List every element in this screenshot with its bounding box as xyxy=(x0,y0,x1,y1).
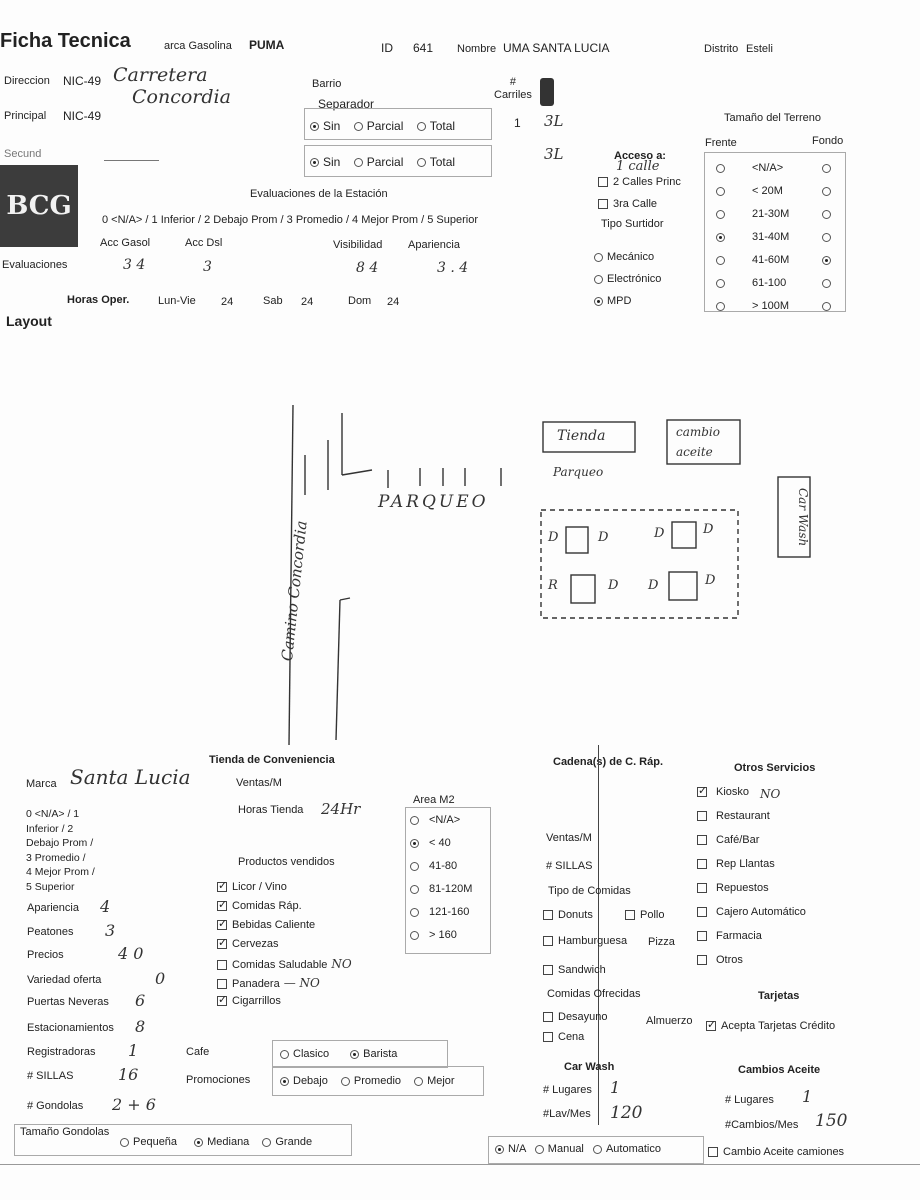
checkbox-icon xyxy=(697,811,707,821)
radio-icon xyxy=(280,1050,289,1059)
ofrecida-desayuno[interactable]: Desayuno xyxy=(543,1011,608,1023)
sab-value: 24 xyxy=(301,296,314,308)
checkbox-icon xyxy=(697,859,707,869)
otros-item[interactable] xyxy=(697,810,770,822)
checkbox-icon xyxy=(625,910,635,920)
separador-1-total-option[interactable]: Total xyxy=(417,119,455,133)
scale-line: 3 Promedio / xyxy=(26,851,86,864)
otros-title: Otros Servicios xyxy=(734,762,816,774)
radio-icon xyxy=(495,1145,504,1154)
pump-label: D xyxy=(608,578,619,593)
terreno-option-label: > 100M xyxy=(752,300,789,312)
cambio-camiones-checkbox[interactable]: Cambio Aceite camiones xyxy=(708,1146,844,1158)
checkbox-icon xyxy=(708,1147,718,1157)
cafe-barista-option[interactable]: Barista xyxy=(350,1048,397,1060)
producto-label: Licor / Vino xyxy=(232,881,287,893)
pump-label: D xyxy=(598,530,609,545)
producto-label: Cigarrillos xyxy=(232,995,281,1007)
visibilidad-hw: 8 4 xyxy=(356,260,379,276)
carwash-type-options xyxy=(495,1143,661,1155)
principal-label: Principal xyxy=(4,110,47,122)
cadenas-title: Cadena(s) de C. Ráp. xyxy=(553,756,664,768)
rating-hw-value: 4 xyxy=(100,897,111,916)
terreno-option-label: < 20M xyxy=(752,185,783,197)
pump-label: R xyxy=(548,578,558,593)
distrito-value: Esteli xyxy=(746,43,773,55)
rating-label: Precios xyxy=(27,949,64,961)
carwash-na-option[interactable]: N/A xyxy=(495,1143,526,1155)
apariencia-label: Apariencia xyxy=(408,239,460,251)
surtidor-electronico-option[interactable]: Electrónico xyxy=(594,273,661,285)
otros-label: Café/Bar xyxy=(716,834,760,846)
checkbox-icon xyxy=(217,979,227,989)
tienda-ventas-label: Ventas/M xyxy=(236,777,282,789)
carriles-value: 1 xyxy=(514,116,521,130)
checkbox-icon xyxy=(706,1021,716,1031)
gondola-pequena-option[interactable]: Pequeña xyxy=(120,1136,177,1148)
ofrecidas-label: Comidas Ofrecidas xyxy=(547,988,641,1000)
acceso-3ra-calle[interactable]: 3ra Calle xyxy=(598,198,657,210)
promo-promedio-option[interactable]: Promedio xyxy=(341,1075,401,1087)
otros-label: Kiosko xyxy=(716,786,750,798)
horas-oper-label: Horas Oper. xyxy=(67,294,130,306)
separador-1-parcial-option[interactable]: Parcial xyxy=(354,119,404,133)
horas-tienda-label: Horas Tienda xyxy=(238,804,304,816)
otros-item[interactable] xyxy=(697,858,775,870)
producto-label: Comidas Saludable xyxy=(232,959,328,971)
checkbox-icon xyxy=(217,920,227,930)
carwash-lugares-hw: 1 xyxy=(610,1078,621,1097)
carriles-label: # Carriles xyxy=(494,76,532,101)
apariencia-hw: 3 . 4 xyxy=(437,260,469,276)
terreno-option-label: 21-30M xyxy=(752,208,790,220)
rating-label: Puertas Neveras xyxy=(27,996,109,1008)
acc-dsl-label: Acc Dsl xyxy=(185,237,223,249)
barrio-label: Barrio xyxy=(312,78,342,90)
rating-hw-value: 0 xyxy=(155,969,166,988)
otros-item[interactable] xyxy=(697,954,743,966)
bcg-logo: BCG xyxy=(0,165,78,247)
carwash-manual-option[interactable]: Manual xyxy=(535,1143,584,1155)
tienda-marca-label: Marca xyxy=(26,778,57,790)
cambios-lugares-hw: 1 xyxy=(802,1087,813,1106)
producto-hw: NO xyxy=(331,957,352,971)
carwash-title: Car Wash xyxy=(564,1061,615,1073)
area-option-label: 121-160 xyxy=(429,906,470,918)
acceso-label: Acceso a: xyxy=(614,150,666,162)
area-option-label: 41-80 xyxy=(429,860,458,872)
separador-1-sin-option[interactable]: Sin xyxy=(310,119,340,133)
radio-icon xyxy=(593,1145,602,1154)
cadenas-sillas-label: # SILLAS xyxy=(546,860,593,872)
marca-value: PUMA xyxy=(249,38,285,52)
road-name: Camino Concordia xyxy=(278,519,311,662)
radio-icon xyxy=(414,1077,423,1086)
evaluaciones-scale: 0 <N/A> / 1 Inferior / 2 Debajo Prom / 3 Promedio / 4 Mejor Prom / 5 Superior xyxy=(102,214,478,226)
checkbox-icon xyxy=(697,787,707,797)
rating-hw-value: 4 0 xyxy=(118,944,144,963)
tipo-pollo[interactable]: Pollo xyxy=(625,909,664,921)
promociones-options xyxy=(280,1075,455,1087)
pump-box xyxy=(566,527,588,553)
otros-label: Farmacia xyxy=(716,930,762,942)
surtidor-mpd-option[interactable]: MPD xyxy=(594,295,631,307)
carriles-handwritten-2: 3L xyxy=(544,145,564,163)
producto-label: Panadera xyxy=(232,978,280,990)
direccion-handwritten-2: Concordia xyxy=(132,86,231,108)
cambios-mes-hw: 150 xyxy=(815,1111,848,1131)
checkbox-icon xyxy=(697,931,707,941)
productos-title: Productos vendidos xyxy=(238,856,335,868)
producto-item[interactable] xyxy=(217,995,281,1007)
tipo-donuts[interactable]: Donuts xyxy=(543,909,593,921)
checkbox-icon xyxy=(697,883,707,893)
otros-label: Restaurant xyxy=(716,810,770,822)
tipo-hamburguesa[interactable]: Hamburguesa xyxy=(543,935,627,947)
scale-line: Inferior / 2 xyxy=(26,822,74,835)
rating-hw-value: 6 xyxy=(135,991,146,1010)
parqueo-sketch-label: PARQUEO xyxy=(378,492,489,512)
ofrecida-almuerzo[interactable]: Almuerzo xyxy=(646,1015,693,1027)
producto-label: Cervezas xyxy=(232,938,279,950)
otros-item[interactable] xyxy=(697,882,769,894)
otros-label: Rep Llantas xyxy=(716,858,775,870)
checkbox-icon xyxy=(543,936,553,946)
cadenas-ventas-label: Ventas/M xyxy=(546,832,592,844)
distrito-label: Distrito xyxy=(704,43,739,55)
gondolas-size-options xyxy=(120,1136,312,1148)
secund-label: Secund xyxy=(4,148,42,160)
scale-line: 5 Superior xyxy=(26,880,75,893)
radio-icon xyxy=(410,931,419,940)
evaluaciones-title: Evaluaciones de la Estación xyxy=(250,188,388,200)
scale-line: 4 Mejor Prom / xyxy=(26,866,95,878)
rating-hw-value: 16 xyxy=(118,1065,139,1084)
area-option-label: 81-120M xyxy=(429,883,473,895)
area-option[interactable] xyxy=(410,837,451,849)
parqueo-small-sketch-label: Parqueo xyxy=(553,465,604,479)
visibilidad-label: Visibilidad xyxy=(333,239,383,251)
checkbox-icon xyxy=(697,835,707,845)
separador-label: Separador xyxy=(318,97,375,111)
checkbox-icon xyxy=(697,907,707,917)
gondolas-size-label: Tamaño Gondolas xyxy=(20,1126,110,1138)
pump-label: D xyxy=(548,530,559,545)
rating-label: Apariencia xyxy=(27,902,79,914)
checkbox-icon xyxy=(543,1012,553,1022)
page-title: Ficha Tecnica xyxy=(0,30,131,52)
lunvie-value: 24 xyxy=(221,296,234,308)
terreno-title: Tamaño del Terreno xyxy=(724,112,822,124)
radio-icon xyxy=(350,1050,359,1059)
gondola-mediana-option[interactable]: Mediana xyxy=(194,1136,249,1148)
checkbox-icon xyxy=(217,882,227,892)
checkbox-icon xyxy=(217,939,227,949)
separador-2-total-option[interactable]: Total xyxy=(417,155,455,169)
id-value: 641 xyxy=(413,41,434,55)
producto-label: Comidas Ráp. xyxy=(232,900,302,912)
tienda-marca-hw: Santa Lucia xyxy=(70,765,191,789)
radio-icon xyxy=(194,1138,203,1147)
rating-hw-value: 3 xyxy=(105,921,116,940)
otros-item[interactable] xyxy=(697,930,762,942)
pump-box xyxy=(669,572,697,600)
carwash-sketch-label: Car Wash xyxy=(796,488,810,547)
terreno-option-label: 31-40M xyxy=(752,231,790,243)
tarjetas-title: Tarjetas xyxy=(758,990,800,1002)
tipo-comidas-label: Tipo de Comidas xyxy=(548,885,631,897)
checkbox-icon xyxy=(697,955,707,965)
producto-hw: — NO xyxy=(283,976,320,990)
separador-2-parcial-option[interactable]: Parcial xyxy=(354,155,404,169)
marca-label: arca Gasolina xyxy=(164,40,232,52)
rating-hw-value: 2 + 6 xyxy=(112,1095,156,1114)
rating-label: Peatones xyxy=(27,926,74,938)
promo-debajo-option[interactable]: Debajo xyxy=(280,1075,328,1087)
area-option[interactable] xyxy=(410,860,457,872)
producto-item[interactable] xyxy=(217,881,287,893)
tienda-title: Tienda de Conveniencia xyxy=(209,754,335,766)
kiosko-hw: NO xyxy=(760,787,781,801)
area-option-label: > 160 xyxy=(429,929,457,941)
terreno-option-label: 41-60M xyxy=(752,254,790,266)
checkbox-icon xyxy=(543,1032,553,1042)
cafe-options xyxy=(280,1048,397,1060)
otros-label: Cajero Automático xyxy=(716,906,806,918)
pump-label: D xyxy=(648,578,659,593)
cafe-label: Cafe xyxy=(186,1046,210,1058)
checkbox-icon xyxy=(217,960,227,970)
rating-label: Variedad oferta xyxy=(27,974,102,986)
area-option-label: <N/A> xyxy=(429,814,461,826)
gondola-grande-option[interactable]: Grande xyxy=(262,1136,312,1148)
dom-label: Dom xyxy=(348,295,372,307)
otros-label: Repuestos xyxy=(716,882,769,894)
producto-item[interactable] xyxy=(217,957,352,971)
separador-2-sin-option[interactable]: Sin xyxy=(310,155,340,169)
cambios-mes-label: #Cambios/Mes xyxy=(725,1119,799,1131)
parking-ticks xyxy=(388,468,501,488)
terreno-option-label: <N/A> xyxy=(752,162,784,174)
pump-box xyxy=(672,522,696,548)
acc-gasol-hw: 3 4 xyxy=(123,257,146,273)
acc-dsl-hw: 3 xyxy=(203,259,212,275)
tarjetas-checkbox[interactable]: ✓Acepta Tarjetas Crédito xyxy=(706,1020,835,1032)
tipo-surtidor-label: Tipo Surtidor xyxy=(601,218,664,230)
checkbox-icon xyxy=(543,965,553,975)
layout-label: Layout xyxy=(6,313,52,329)
otros-label: Otros xyxy=(716,954,743,966)
producto-item[interactable] xyxy=(217,976,320,990)
bottom-rule xyxy=(0,1164,920,1165)
checkbox-icon xyxy=(543,910,553,920)
lunvie-label: Lun-Vie xyxy=(158,295,196,307)
acc-gasol-label: Acc Gasol xyxy=(100,237,151,249)
id-label: ID xyxy=(381,41,393,55)
checkbox-icon xyxy=(217,901,227,911)
direccion-code: NIC-49 xyxy=(63,74,102,88)
radio-icon xyxy=(341,1077,350,1086)
evaluaciones-row-label: Evaluaciones xyxy=(2,259,68,271)
area-option[interactable] xyxy=(410,883,472,895)
radio-icon xyxy=(410,862,419,871)
carriles-handwritten-1: 3L xyxy=(544,112,564,130)
principal-code: NIC-49 xyxy=(63,109,102,123)
nombre-value: UMA SANTA LUCIA xyxy=(503,41,610,55)
rating-hw-value: 8 xyxy=(135,1017,146,1036)
promo-mejor-option[interactable]: Mejor xyxy=(414,1075,455,1087)
tienda-sketch-label: Tienda xyxy=(557,428,606,444)
producto-item[interactable] xyxy=(217,938,278,950)
area-title: Area M2 xyxy=(413,794,455,806)
pump-label: D xyxy=(705,573,716,588)
producto-label: Bebidas Caliente xyxy=(232,919,316,931)
radio-icon xyxy=(262,1138,271,1147)
checkbox-icon xyxy=(217,996,227,1006)
area-option[interactable] xyxy=(410,814,460,826)
promociones-label: Promociones xyxy=(186,1074,251,1086)
rating-label: # Gondolas xyxy=(27,1100,84,1112)
tipo-pizza[interactable]: Pizza xyxy=(648,936,675,948)
cafe-clasico-option[interactable]: Clasico xyxy=(280,1048,329,1060)
carwash-lavmes-hw: 120 xyxy=(610,1103,643,1123)
acceso-handwritten: 1 calle xyxy=(616,159,660,174)
radio-icon xyxy=(410,839,419,848)
scale-line: Debajo Prom / xyxy=(26,837,94,849)
fondo-label: Fondo xyxy=(812,135,844,147)
radio-icon xyxy=(535,1145,544,1154)
cambio-sketch-label: cambio aceite xyxy=(676,425,720,459)
radio-icon xyxy=(410,908,419,917)
area-option[interactable] xyxy=(410,906,469,918)
radio-icon xyxy=(280,1077,289,1086)
area-option-label: < 40 xyxy=(429,837,451,849)
terreno-option-label: 61-100 xyxy=(752,277,787,289)
tipo-sandwich[interactable]: Sandwich xyxy=(543,964,606,976)
otros-item[interactable] xyxy=(697,906,806,918)
frente-label: Frente xyxy=(705,137,737,149)
radio-icon xyxy=(120,1138,129,1147)
area-option[interactable] xyxy=(410,929,457,941)
scale-line: 0 <N/A> / 1 xyxy=(26,808,80,820)
cambios-lugares-label: # Lugares xyxy=(725,1094,774,1106)
surtidor-mecanico-option[interactable]: Mecánico xyxy=(594,251,654,263)
nombre-label: Nombre xyxy=(457,43,497,55)
rating-hw-value: 1 xyxy=(128,1041,139,1060)
carwash-automatico-option[interactable]: Automatico xyxy=(593,1143,661,1155)
rating-label: Estacionamientos xyxy=(27,1022,114,1034)
rating-label: Registradoras xyxy=(27,1046,96,1058)
otros-item[interactable] xyxy=(697,786,749,798)
radio-icon xyxy=(410,885,419,894)
radio-icon xyxy=(410,816,419,825)
pump-box xyxy=(571,575,595,603)
direccion-handwritten-1: Carretera xyxy=(113,64,208,86)
carwash-lugares-label: # Lugares xyxy=(543,1084,592,1096)
producto-item[interactable] xyxy=(217,919,315,931)
pump-label: D xyxy=(654,526,665,541)
pump-label: D xyxy=(703,522,714,537)
rating-label: # SILLAS xyxy=(27,1070,74,1082)
producto-item[interactable] xyxy=(217,900,302,912)
dom-value: 24 xyxy=(387,296,400,308)
horas-tienda-hw: 24Hr xyxy=(321,800,361,818)
cambios-title: Cambios Aceite xyxy=(738,1064,821,1076)
ofrecida-cena[interactable]: Cena xyxy=(543,1031,584,1043)
sab-label: Sab xyxy=(263,295,283,307)
carwash-lavmes-label: #Lav/Mes xyxy=(543,1108,591,1120)
direccion-label: Direccion xyxy=(4,75,50,87)
acceso-2-calles[interactable]: 2 Calles Princ xyxy=(598,176,681,188)
otros-item[interactable] xyxy=(697,834,759,846)
